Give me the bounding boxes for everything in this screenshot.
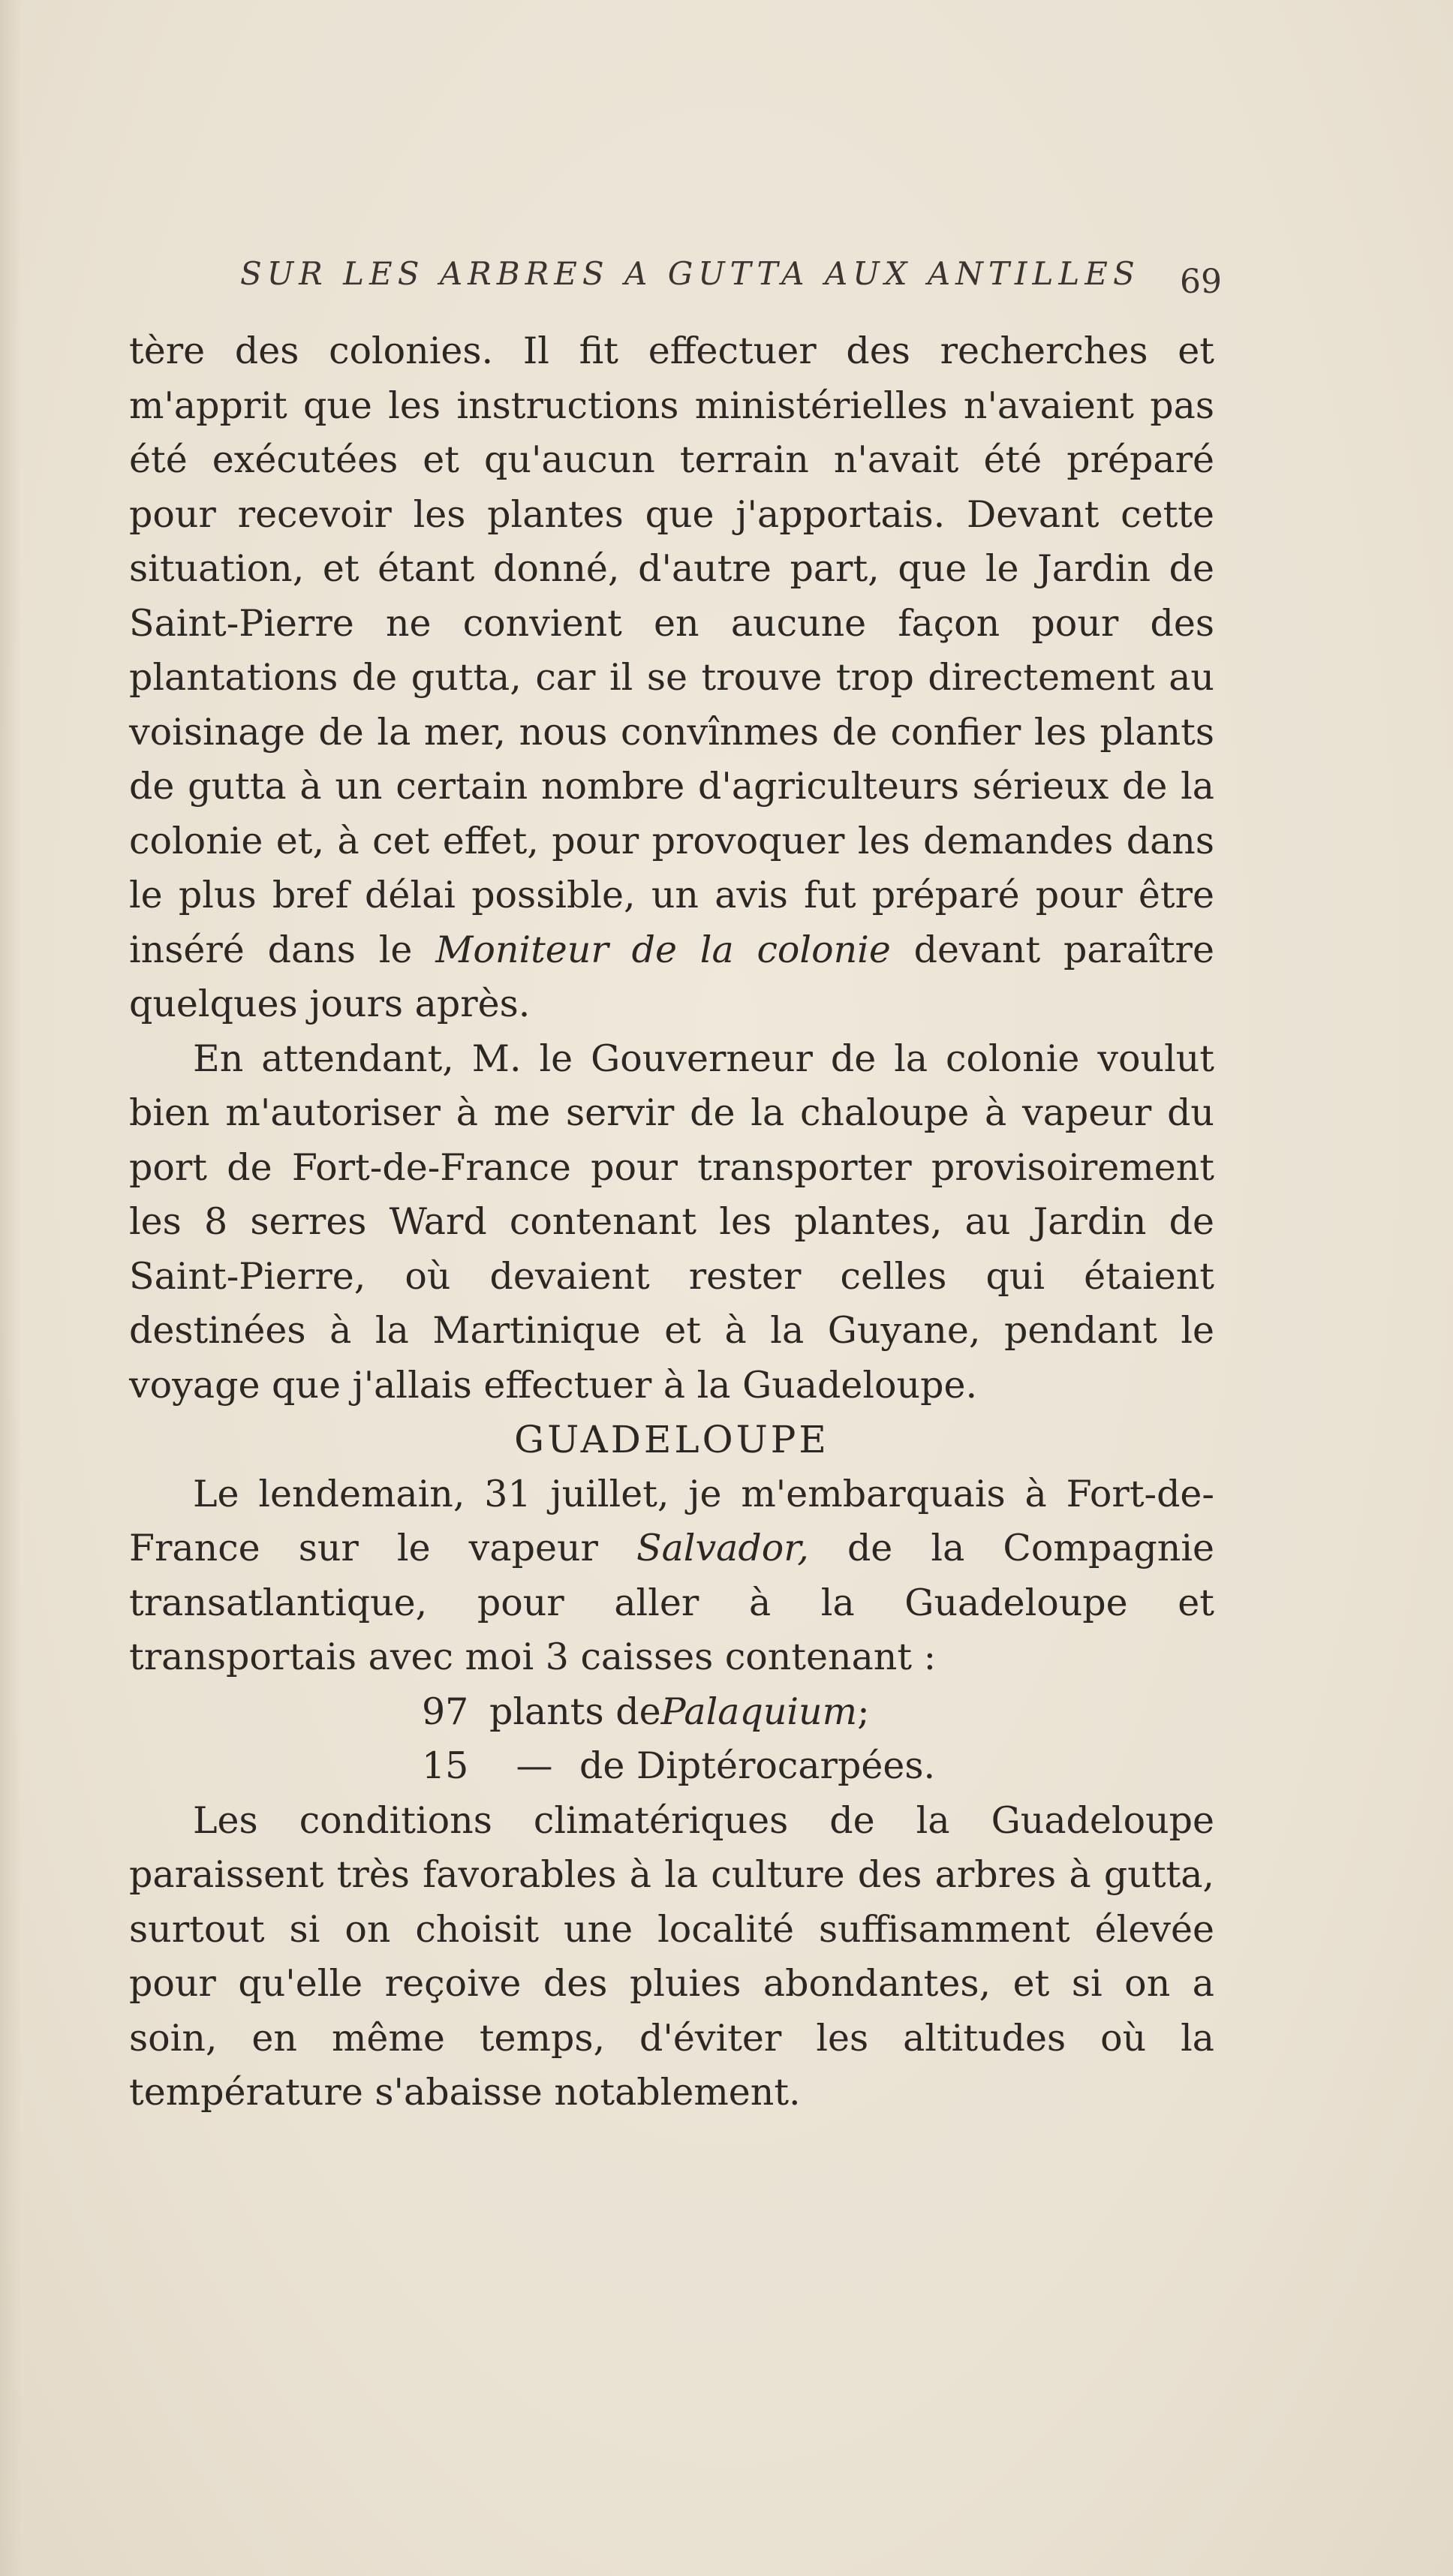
paragraph-3: Le lendemain, 31 juillet, je m'embarquais à Fort-de-France sur le vapeur Salvador, de la Compagnie transatlantique, pour aller à la Guadeloupe et transportais avec moi 3 caisses contenant :	[129, 1472, 1214, 1678]
body-text	[129, 324, 1214, 2120]
list-item: 15 — de Diptérocarpées.	[422, 1739, 1214, 1794]
ditto-dash: —	[516, 1744, 553, 1787]
italic-genus: Palaquium	[660, 1690, 858, 1733]
page-number: 69	[1180, 263, 1222, 301]
list-quantity: 97	[422, 1690, 469, 1733]
italic-ship-name: Salvador,	[636, 1527, 809, 1569]
italic-journal-title: Moniteur de la colonie	[435, 928, 891, 971]
list-quantity: 15	[422, 1744, 469, 1787]
paragraph-1: tère des colonies. Il fit effectuer des recherches et m'apprit que les instructions ministérielles n'avaient pas été exécutées et qu'aucun terrain n'avait été préparé pour recevoir les plantes que j'apportais. Devant cette situation, et étant donné, d'autre part, que le Jardin de Saint-Pierre ne convient en aucune façon pour des plantations de gutta, car il se trouve trop directement au voisinage de la mer, nous convînmes de confier les plants de gutta à un certain nombre d'agriculteurs sérieux de la colonie et, à cet effet, pour provoquer les demandes dans le plus bref délai possible, un avis fut préparé pour être inséré dans le Moniteur de la colonie devant paraître quelques jours après.	[129, 330, 1214, 1025]
list-item: 97 plants de Palaquium ;	[422, 1685, 1214, 1740]
shipment-list	[129, 1685, 1214, 1794]
paragraph-4: Les conditions climatériques de la Guadeloupe paraissent très favorables à la culture des arbres à gutta, surtout si on choisit une localité suffisamment élevée pour qu'elle reçoive des pluies abondantes, et si on a soin, en même temps, d'éviter les altitudes où la température s'abaisse notablement.	[129, 1798, 1214, 2114]
section-heading: GUADELOUPE	[514, 1418, 829, 1461]
paragraph-2: En attendant, M. le Gouverneur de la colonie voulut bien m'autoriser à me servir de la chaloupe à vapeur du port de Fort-de-France pour transporter provisoirement les 8 serres Ward contenant les plantes, au Jardin de Saint-Pierre, où devaient rester celles qui étaient destinées à la Martinique et à la Guyane, pendant le voyage que j'allais effectuer à la Guadeloupe.	[129, 1037, 1214, 1407]
running-head: SUR LES ARBRES A GUTTA AUX ANTILLES	[240, 255, 1140, 292]
page-gutter-shadow	[0, 0, 21, 2576]
